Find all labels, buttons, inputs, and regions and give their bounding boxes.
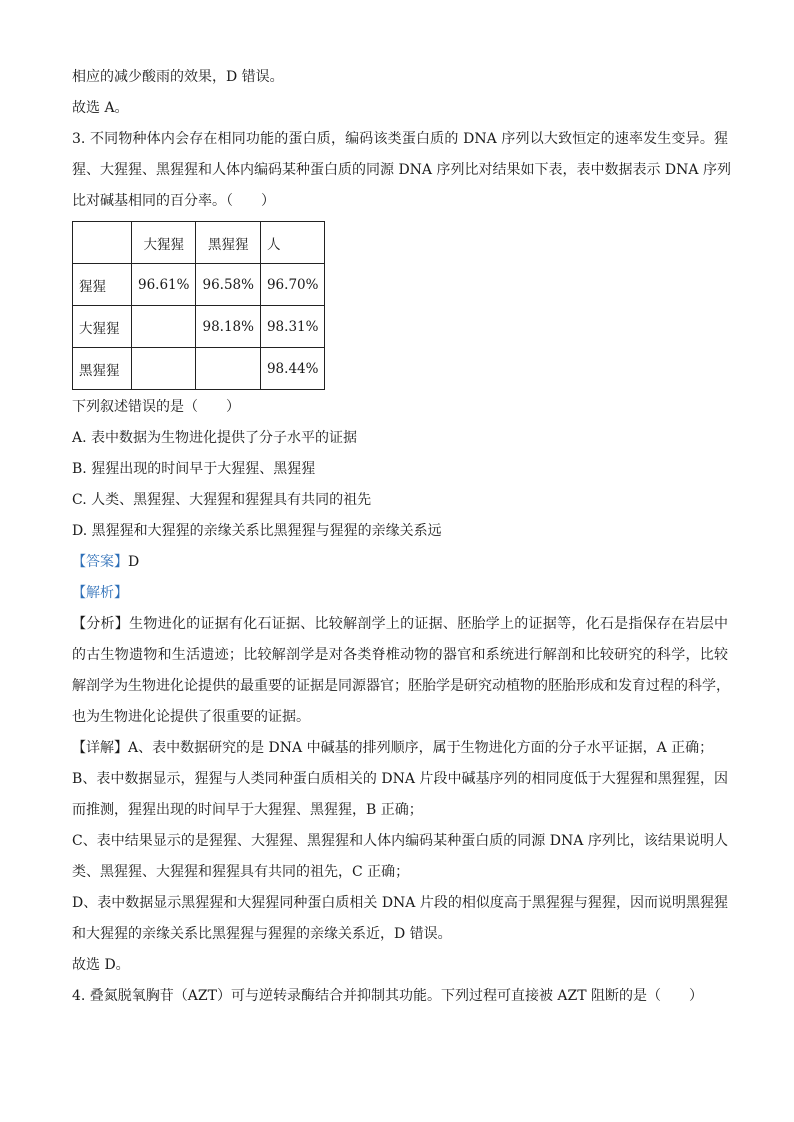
- table-cell: [132, 306, 196, 348]
- option-c: C. 人类、黑猩猩、大猩猩和猩猩具有共同的祖先: [72, 492, 372, 508]
- table-cell: 96.61%: [132, 264, 196, 306]
- document-page: [72, 62, 731, 1012]
- q3-prompt: 下列叙述错误的是（ ）: [72, 399, 240, 415]
- detail-line: 而推测，猩猩出现的时间早于大猩猩、黑猩猩，B 正确；: [72, 802, 423, 818]
- analysis-line: 的古生物遗物和生活遗迹；比较解剖学是对各类脊椎动物的器官和系统进行解剖和比较研究的科学，比较: [72, 647, 728, 663]
- q3-stem-line: 猩、大猩猩、黑猩猩和人体内编码某种蛋白质的同源 DNA 序列比对结果如下表，表中数据表示 DNA 序列: [72, 162, 731, 178]
- table-row: [73, 348, 325, 390]
- intro-line-1: 相应的减少酸雨的效果，D 错误。: [72, 69, 284, 85]
- q3-choose: 故选 D。: [72, 957, 130, 973]
- table-cell: [196, 348, 260, 390]
- table-cell: [132, 348, 196, 390]
- detail-line: 类、黑猩猩、大猩猩和猩猩具有共同的祖先，C 正确；: [72, 864, 410, 880]
- table-cell: 98.44%: [260, 348, 324, 390]
- table-cell: 96.58%: [196, 264, 260, 306]
- table-cell: 98.18%: [196, 306, 260, 348]
- table-header-row: [73, 222, 325, 264]
- intro-line-2: 故选 A。: [72, 100, 129, 116]
- table-row: [73, 264, 325, 306]
- table-header-cell: 黑猩猩: [196, 222, 260, 264]
- option-a: A. 表中数据为生物进化提供了分子水平的证据: [72, 430, 358, 446]
- q3-stem-line: 3. 不同物种体内会存在相同功能的蛋白质，编码该类蛋白质的 DNA 序列以大致恒定的速率发生变异。猩: [72, 131, 728, 147]
- answer-tag: 【答案】: [72, 554, 128, 570]
- analysis-line: 也为生物进化论提供了很重要的证据。: [72, 709, 310, 725]
- table-cell: 98.31%: [260, 306, 324, 348]
- option-b: B. 猩猩出现的时间早于大猩猩、黑猩猩: [72, 461, 316, 477]
- dna-comparison-table: [72, 221, 325, 390]
- q3-stem-line: 比对碱基相同的百分率。（ ）: [72, 193, 275, 209]
- detail-line: C、表中结果显示的是猩猩、大猩猩、黑猩猩和人体内编码某种蛋白质的同源 DNA 序列比，该结果说明人: [72, 833, 728, 849]
- table-header-cell: [73, 222, 132, 264]
- table-row: [73, 306, 325, 348]
- detail-paragraph: [72, 733, 728, 950]
- table-row-label: 黑猩猩: [73, 348, 132, 390]
- detail-line: B、表中数据显示，猩猩与人类同种蛋白质相关的 DNA 片段中碱基序列的相同度低于大猩猩和黑猩猩，因: [72, 771, 728, 787]
- analysis-line: 解剖学为生物进化论提供的最重要的证据是同源器官；胚胎学是研究动植物的胚胎形成和发育过程的科学，: [72, 678, 730, 694]
- question-4-stem: 4. 叠氮脱氧胸苷（AZT）可与逆转录酶结合并抑制其功能。下列过程可直接被 AZT 阻断的是（ ）: [72, 988, 704, 1004]
- table-row-label: 猩猩: [73, 264, 132, 306]
- analysis-line: 【分析】生物进化的证据有化石证据、比较解剖学上的证据、胚胎学上的证据等，化石是指保存在岩层中: [72, 616, 728, 632]
- detail-line: D、表中数据显示黑猩猩和大猩猩同种蛋白质相关 DNA 片段的相似度高于黑猩猩与猩猩，因而说明黑猩猩: [72, 895, 728, 911]
- analysis-paragraph: [72, 609, 728, 733]
- table-header-cell: 人: [260, 222, 324, 264]
- option-d: D. 黑猩猩和大猩猩的亲缘关系比黑猩猩与猩猩的亲缘关系远: [72, 523, 442, 539]
- table-row-label: 大猩猩: [73, 306, 132, 348]
- table-cell: 96.70%: [260, 264, 324, 306]
- detail-line: 和大猩猩的亲缘关系比黑猩猩与猩猩的亲缘关系近，D 错误。: [72, 926, 452, 942]
- analysis-tag: 【解析】: [72, 585, 128, 601]
- detail-line: 【详解】A、表中数据研究的是 DNA 中碱基的排列顺序，属于生物进化方面的分子水平证据，A 正确；: [72, 740, 714, 756]
- answer-line: [72, 547, 728, 578]
- answer-value: D: [128, 554, 140, 570]
- table-header-cell: 大猩猩: [132, 222, 196, 264]
- question-3-stem: [72, 124, 731, 217]
